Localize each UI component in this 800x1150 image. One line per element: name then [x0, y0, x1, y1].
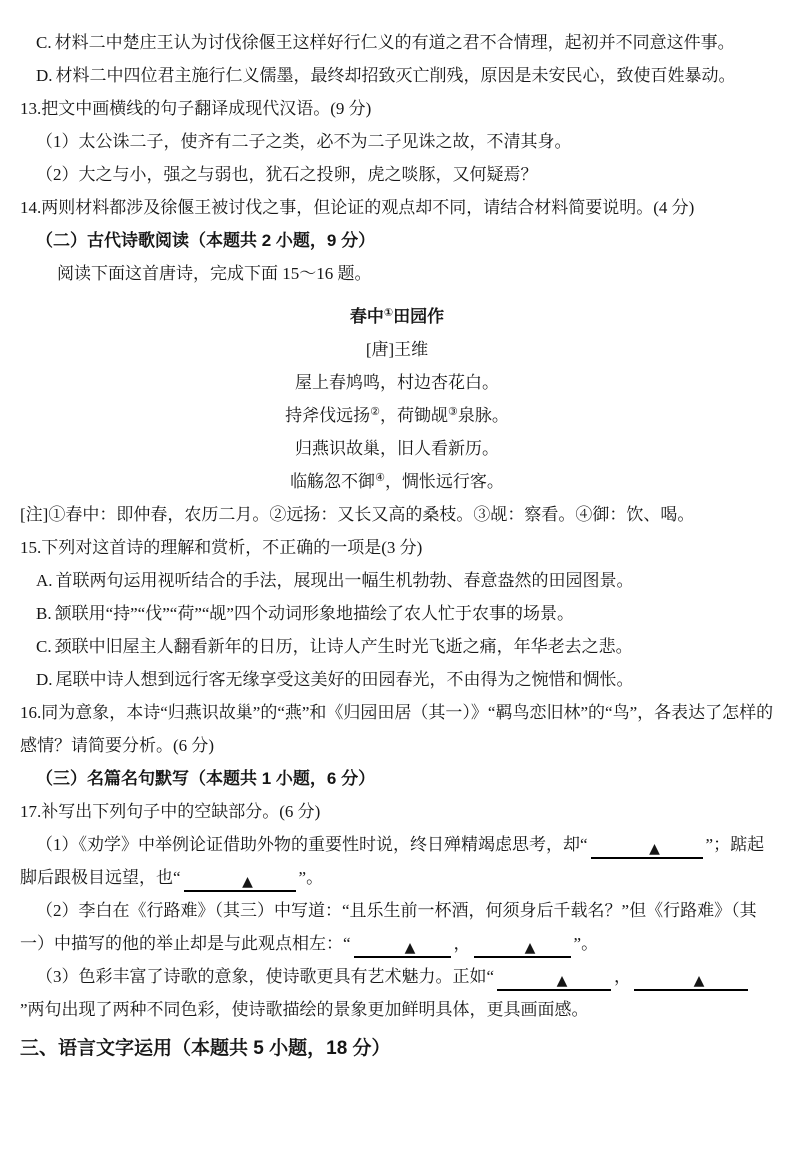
- question-14-stem: 14.两则材料都涉及徐偃王被讨伐之事，但论证的观点却不同，请结合材料简要说明。(4 分): [20, 198, 695, 217]
- option-text: 颔联用“持”“伐”“荷”“觇”四个动词形象地描绘了农人忙于农事的场景。: [54, 604, 574, 623]
- item-text: ，: [614, 967, 632, 986]
- poem-line-text: 泉脉。: [457, 406, 509, 425]
- answer-blank: [634, 972, 748, 991]
- option-label: D.: [36, 66, 53, 85]
- option-label: C.: [36, 637, 52, 656]
- question-17-item-1: [20, 828, 774, 894]
- answer-blank: [354, 939, 451, 958]
- poem-line-text: ，荷锄觇: [380, 406, 448, 425]
- option-text: 尾联中诗人想到远行客无缘享受这美好的田园春光，不由得为之惋惜和惆怅。: [55, 670, 634, 689]
- footnote-ref: ④: [375, 472, 385, 484]
- question-15-option-c: [20, 630, 774, 663]
- option-text: 颈联中旧屋主人翻看新年的日历，让诗人产生时光飞逝之痛，年华老去之悲。: [54, 637, 633, 656]
- poem-title: [20, 300, 774, 333]
- poem-line-3: [20, 432, 774, 465]
- item-text: （1）《劝学》中举例论证借助外物的重要性时说，终日殚精竭虑思考，却“: [36, 835, 588, 854]
- item-text: ”。: [298, 868, 324, 887]
- question-15-stem: 15.下列对这首诗的理解和赏析，不正确的一项是(3 分): [20, 538, 423, 557]
- blank-triangle-icon: ▲: [693, 973, 705, 989]
- poem-line-2: [20, 399, 774, 432]
- question-17-item-3: [20, 960, 774, 1026]
- question-15-option-d: [20, 663, 774, 696]
- answer-blank: [184, 873, 296, 892]
- poem-line-4: [20, 465, 774, 498]
- blank-triangle-icon: ▲: [404, 940, 416, 956]
- option-d-prev: [20, 59, 774, 92]
- answer-blank: [474, 939, 571, 958]
- poem-author: [唐]王维: [365, 340, 429, 359]
- poem-title-text: 田园作: [393, 307, 445, 326]
- section-3-heading: （三）名篇名句默写（本题共 1 小题，6 分）: [36, 769, 376, 788]
- footnote-ref: ①: [383, 307, 394, 319]
- blank-triangle-icon: ▲: [242, 874, 253, 890]
- poem-line-1: [20, 366, 774, 399]
- section-2-heading: （二）古代诗歌阅读（本题共 2 小题，9 分）: [36, 231, 376, 250]
- poem-line-text: ，惆怅远行客。: [384, 472, 504, 491]
- item-text: ”两句出现了两种不同色彩，使诗歌描绘的景象更加鲜明具体，更具画面感。: [20, 1000, 589, 1019]
- question-13-item-2: （2）大之与小，强之与弱也，犹石之投卵，虎之啖豚，又何疑焉？: [36, 165, 538, 184]
- option-text: 材料二中楚庄王认为讨伐徐偃王这样好行仁义的有道之君不合情理，起初并不同意这件事。: [54, 33, 735, 52]
- poem-intro: 阅读下面这首唐诗，完成下面 15～16 题。: [57, 264, 372, 283]
- footnote-ref: ③: [448, 406, 458, 418]
- question-17-item-2: [20, 894, 774, 960]
- item-text: （2）李白在《行路难》（其三）中写道：“且乐生前一杯酒，何须身后千载名？”但《行路难》（其一）中描写的他的举止却是与此观点相左：“: [20, 901, 757, 953]
- answer-blank: [591, 840, 703, 859]
- blank-triangle-icon: ▲: [649, 841, 660, 857]
- poem-line-text: 归燕识故巢，旧人看新历。: [295, 439, 499, 458]
- item-text: ，: [453, 934, 471, 953]
- footnote-ref: ②: [370, 406, 380, 418]
- item-text: ”；踮起脚后跟极目远望，也“: [20, 835, 765, 887]
- blank-triangle-icon: ▲: [556, 973, 568, 989]
- option-label: C.: [36, 33, 52, 52]
- answer-blank: [497, 972, 611, 991]
- poem-line-text: 临觞忽不御: [290, 472, 376, 491]
- poem-line-text: 持斧伐远扬: [285, 406, 371, 425]
- question-17-stem: 17.补写出下列句子中的空缺部分。(6 分): [20, 802, 321, 821]
- option-label: A.: [36, 571, 53, 590]
- option-label: D.: [36, 670, 53, 689]
- blank-triangle-icon: ▲: [524, 940, 536, 956]
- poem-note: [注]①春中：即仲春，农历二月。②远扬：又长又高的桑枝。③觇：察看。④御：饮、喝。: [20, 505, 695, 524]
- item-text: ”。: [573, 934, 599, 953]
- option-text: 材料二中四位君主施行仁义儒墨，最终却招致灭亡削残，原因是未安民心，致使百姓暴动。: [55, 66, 736, 85]
- question-15-option-b: [20, 597, 774, 630]
- option-c-prev: [20, 26, 774, 59]
- item-text: （3）色彩丰富了诗歌的意象，使诗歌更具有艺术魅力。正如“: [36, 967, 495, 986]
- option-text: 首联两句运用视听结合的手法，展现出一幅生机勃勃、春意盎然的田园图景。: [55, 571, 634, 590]
- question-13-stem: 13.把文中画横线的句子翻译成现代汉语。(9 分): [20, 99, 372, 118]
- question-16-stem: 16.同为意象，本诗“归燕识故巢”的“燕”和《归园田居（其一）》“羁鸟恋旧林”的“鸟”，各表达了怎样的感情？请简要分析。(6 分): [20, 703, 774, 755]
- poem-line-text: 屋上春鸠鸣，村边杏花白。: [295, 373, 499, 392]
- poem-title-text: 春中: [349, 307, 384, 326]
- option-label: B.: [36, 604, 52, 623]
- question-13-item-1: （1）太公诛二子，使齐有二子之类，必不为二子见诛之故，不清其身。: [36, 132, 572, 151]
- question-15-option-a: [20, 564, 774, 597]
- section-three-heading: 三、语言文字运用（本题共 5 小题，18 分）: [20, 1038, 391, 1059]
